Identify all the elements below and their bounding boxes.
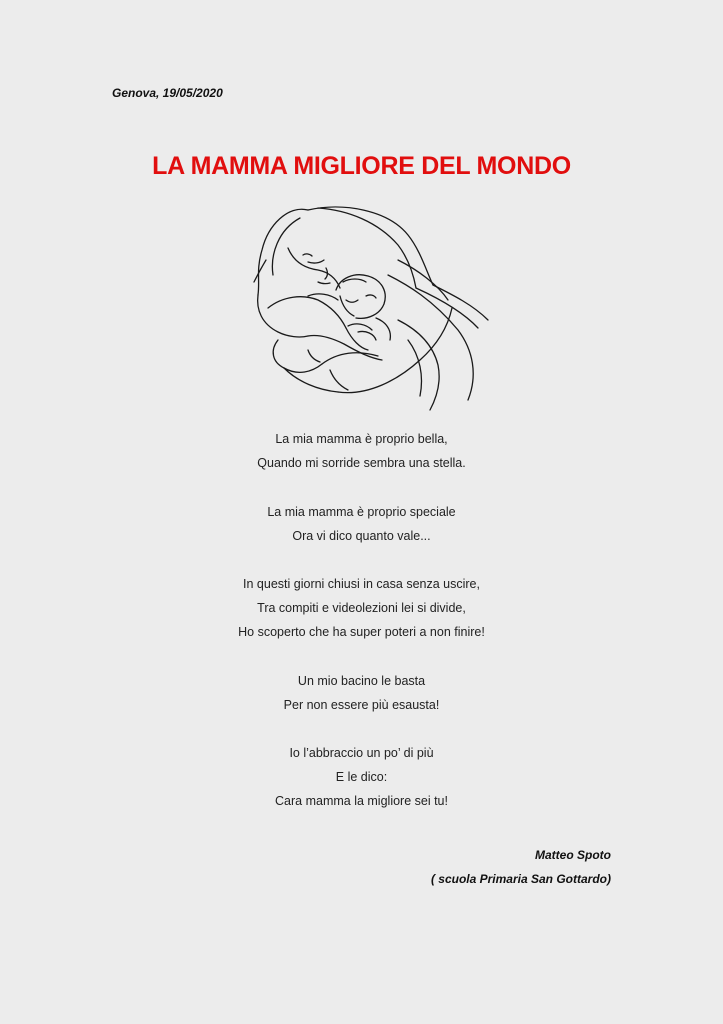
poem-stanza xyxy=(0,572,723,644)
poem-line: Per non essere più esausta! xyxy=(283,697,440,712)
author-school: ( scuola Primaria San Gottardo) xyxy=(430,872,611,886)
signature xyxy=(431,843,611,891)
poem-title: LA MAMMA MIGLIORE DEL MONDO xyxy=(152,152,571,180)
mother-child-illustration xyxy=(248,200,500,416)
poem-stanza xyxy=(0,500,723,548)
poem-line: Quando mi sorride sembra una stella. xyxy=(257,456,466,470)
poem-line: E le dico: xyxy=(335,770,388,784)
poem-line: Un mio bacino le basta xyxy=(297,673,426,688)
poem-stanza xyxy=(0,669,723,717)
poem-line: Ora vi dico quanto vale... xyxy=(292,528,431,543)
poem-line: Io l’abbraccio un po’ di più xyxy=(289,746,434,760)
poem-line: Ho scoperto che ha super poteri a non finire! xyxy=(238,625,485,639)
poem-line: Cara mamma la migliore sei tu! xyxy=(275,794,448,808)
poem-line: La mia mamma è proprio speciale xyxy=(267,504,456,519)
poem-line: In questi giorni chiusi in casa senza uscire, xyxy=(243,577,480,591)
poem-stanza xyxy=(0,741,723,813)
poem-body xyxy=(0,427,723,838)
poem-line: Tra compiti e videolezioni lei si divide, xyxy=(257,601,466,615)
poem-line: La mia mamma è proprio bella, xyxy=(275,432,448,446)
author-name: Matteo Spoto xyxy=(535,848,611,862)
poem-stanza xyxy=(0,427,723,475)
document-date: Genova, 19/05/2020 xyxy=(112,86,223,100)
